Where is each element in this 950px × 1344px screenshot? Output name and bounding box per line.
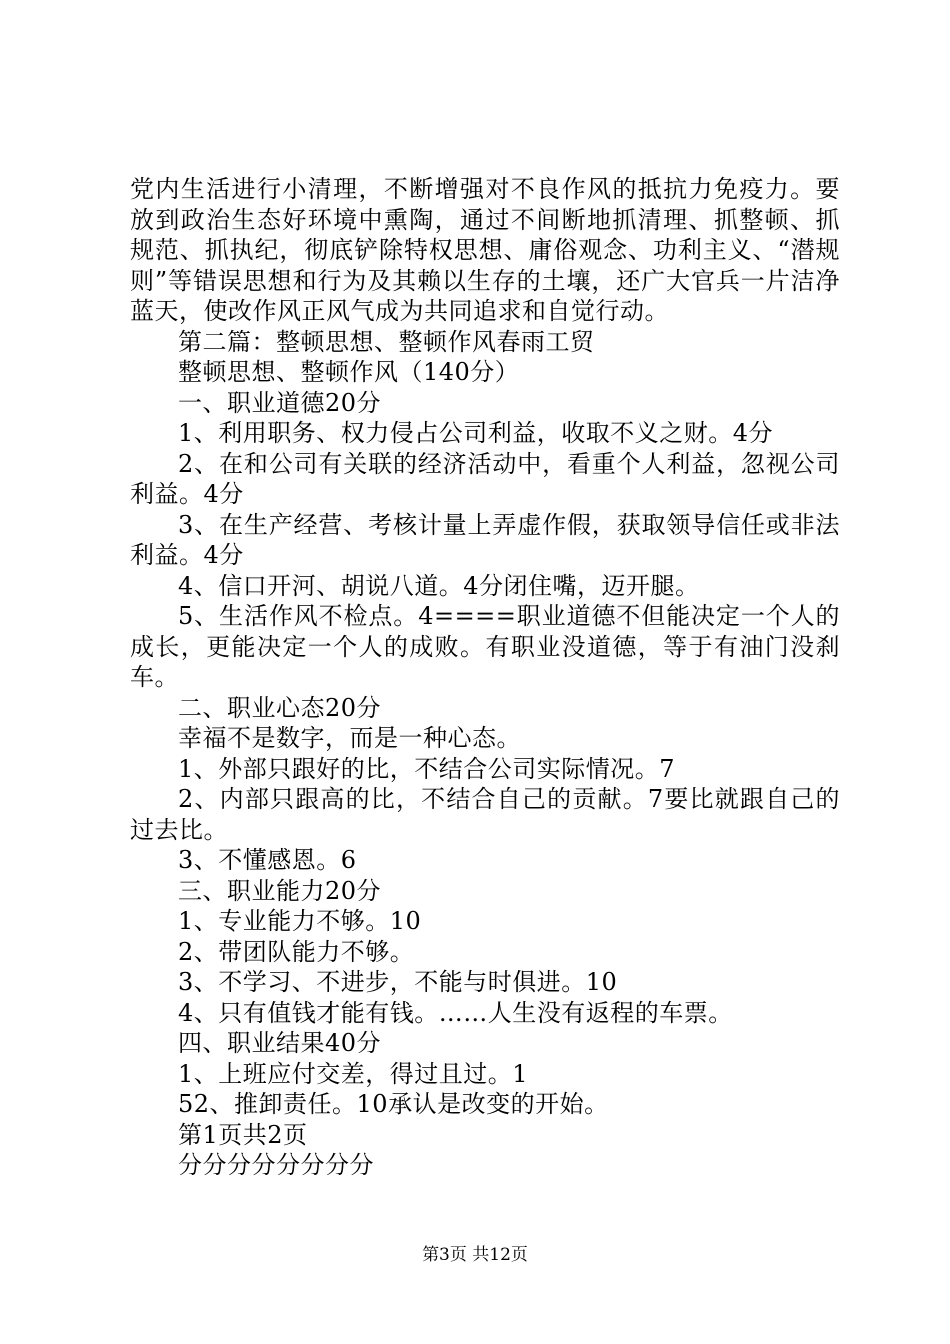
paragraph: 4、只有值钱才能有钱。……人生没有返程的车票。 <box>178 998 733 1027</box>
page-footer: 第3页 共12页 <box>422 1245 528 1265</box>
paragraph: 4、信口开河、胡说八道。4分闭住嘴，迈开腿。 <box>178 571 700 600</box>
paragraph: 1、专业能力不够。10 <box>178 907 422 935</box>
paragraph: 5、生活作风不检点。4====职业道德不但能决定一个人的成长，更能决定一个人的成败。有职业没道德，等于有油门没刹车。 <box>130 602 840 691</box>
paragraph: 2、内部只跟高的比，不结合自己的贡献。7要比就跟自己的过去比。 <box>130 785 840 844</box>
paragraph: 一、职业道德20分 <box>178 388 382 417</box>
paragraph: 三、职业能力20分 <box>178 876 382 905</box>
paragraph: 四、职业结果40分 <box>178 1029 382 1057</box>
paragraph: 第二篇：整顿思想、整顿作风春雨工贸 <box>178 327 595 356</box>
paragraph: 分分分分分分分分 <box>178 1151 374 1179</box>
paragraph: 1、上班应付交差，得过且过。1 <box>178 1059 529 1088</box>
paragraph: 52、推卸责任。10承认是改变的开始。 <box>178 1090 609 1118</box>
paragraph: 3、在生产经营、考核计量上弄虚作假，获取领导信任或非法利益。4分 <box>130 510 840 569</box>
paragraph: 幸福不是数字，而是一种心态。 <box>178 724 521 752</box>
paragraph: 党内生活进行小清理，不断增强对不良作风的抵抗力免疫力。要放到政治生态好环境中熏陶，通过不间断地抓清理、抓整顿、抓规范、抓执纪，彻底铲除特权思想、庸俗观念、功利主义、“潜规则”等错误思想和行为及其赖以生存的土壤，还广大官兵一片洁净蓝天，使改作风正风气成为共同追求和自觉行动。 <box>130 175 840 325</box>
paragraph: 1、利用职务、权力侵占公司利益，收取不义之财。4分 <box>178 419 774 447</box>
paragraph: 二、职业心态20分 <box>178 693 382 722</box>
document-body <box>130 174 840 1181</box>
paragraph: 第1页共2页 <box>178 1120 308 1149</box>
paragraph: 2、在和公司有关联的经济活动中，看重个人利益，忽视公司利益。4分 <box>130 449 840 508</box>
paragraph: 2、带团队能力不够。 <box>178 937 415 966</box>
paragraph: 3、不学习、不进步，不能与时俱进。10 <box>178 968 618 996</box>
paragraph: 1、外部只跟好的比，不结合公司实际情况。7 <box>178 754 676 783</box>
paragraph: 整顿思想、整顿作风（140分） <box>178 358 520 386</box>
paragraph: 3、不懂感恩。6 <box>178 846 357 874</box>
